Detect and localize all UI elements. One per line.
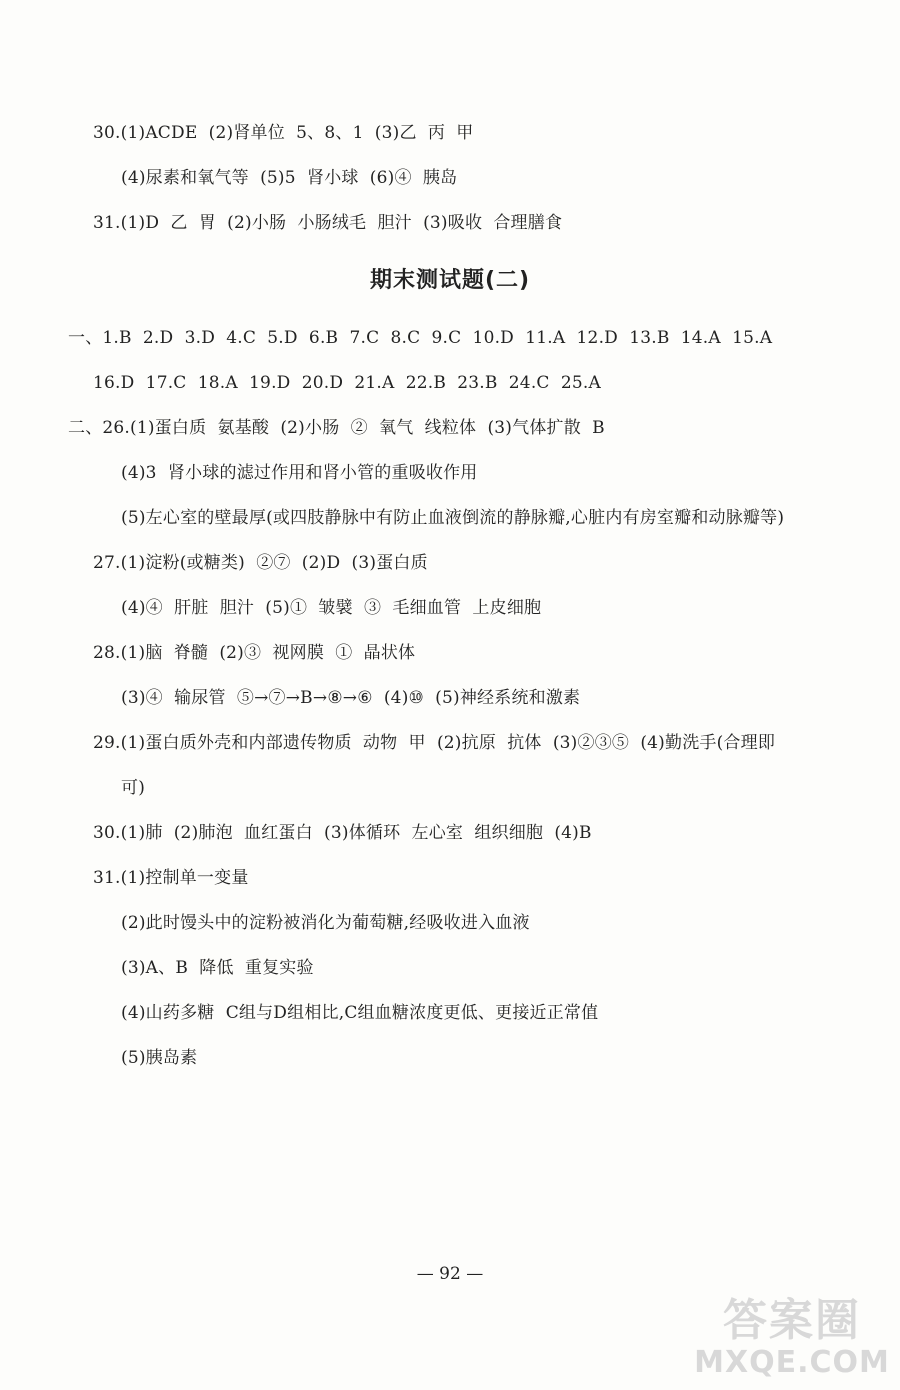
choice-answers-row-1: 一、1.B 2.D 3.D 4.C 5.D 6.B 7.C 8.C 9.C 10.D 11.A 12.D 13.B 14.A 15.A [68, 328, 773, 348]
answer-line-31b: 31.(1)控制单一变量 [93, 868, 249, 888]
answer-line-30-cont: (4)尿素和氧气等 (5)5 肾小球 (6)④ 胰岛 [121, 168, 458, 188]
watermark-logo-url: MXQE.COM [694, 1345, 890, 1380]
watermark-logo-top: 答案圈 [723, 1295, 861, 1346]
answer-line-26: 二、26.(1)蛋白质 氨基酸 (2)小肠 ② 氧气 线粒体 (3)气体扩散 B [68, 418, 605, 438]
page-number: — 92 — [416, 1264, 484, 1284]
answer-line-30b: 30.(1)肺 (2)肺泡 血红蛋白 (3)体循环 左心室 组织细胞 (4)B [93, 823, 592, 843]
answer-line-29: 29.(1)蛋白质外壳和内部遗传物质 动物 甲 (2)抗原 抗体 (3)②③⑤ (4)勤洗手(合理即 [93, 733, 776, 753]
answer-line-28-3: (3)④ 输尿管 ⑤→⑦→B→⑧→⑥ (4)⑩ (5)神经系统和激素 [121, 688, 581, 708]
answer-line-31b-3: (3)A、B 降低 重复实验 [121, 958, 314, 978]
choice-answers-row-2: 16.D 17.C 18.A 19.D 20.D 21.A 22.B 23.B 24.C 25.A [93, 373, 601, 393]
answer-line-31: 31.(1)D 乙 胃 (2)小肠 小肠绒毛 胆汁 (3)吸收 合理膳食 [93, 213, 563, 233]
answer-line-26-4: (4)3 肾小球的滤过作用和肾小管的重吸收作用 [121, 463, 478, 483]
answer-line-27-4: (4)④ 肝脏 胆汁 (5)① 皱襞 ③ 毛细血管 上皮细胞 [121, 598, 542, 618]
answer-line-27: 27.(1)淀粉(或糖类) ②⑦ (2)D (3)蛋白质 [93, 553, 428, 573]
answer-line-31b-2: (2)此时馒头中的淀粉被消化为葡萄糖,经吸收进入血液 [121, 913, 530, 933]
answer-line-31b-4: (4)山药多糖 C组与D组相比,C组血糖浓度更低、更接近正常值 [121, 1003, 599, 1023]
answer-line-28: 28.(1)脑 脊髓 (2)③ 视网膜 ① 晶状体 [93, 643, 416, 663]
answer-line-30: 30.(1)ACDE (2)肾单位 5、8、1 (3)乙 丙 甲 [93, 123, 474, 143]
watermark-logo [692, 1296, 892, 1386]
answer-line-31b-5: (5)胰岛素 [121, 1048, 198, 1068]
answer-line-26-5: (5)左心室的壁最厚(或四肢静脉中有防止血液倒流的静脉瓣,心脏内有房室瓣和动脉瓣等) [121, 508, 785, 528]
section-title: 期末测试题(二) [369, 268, 531, 293]
answer-line-29-cont: 可) [121, 778, 146, 798]
